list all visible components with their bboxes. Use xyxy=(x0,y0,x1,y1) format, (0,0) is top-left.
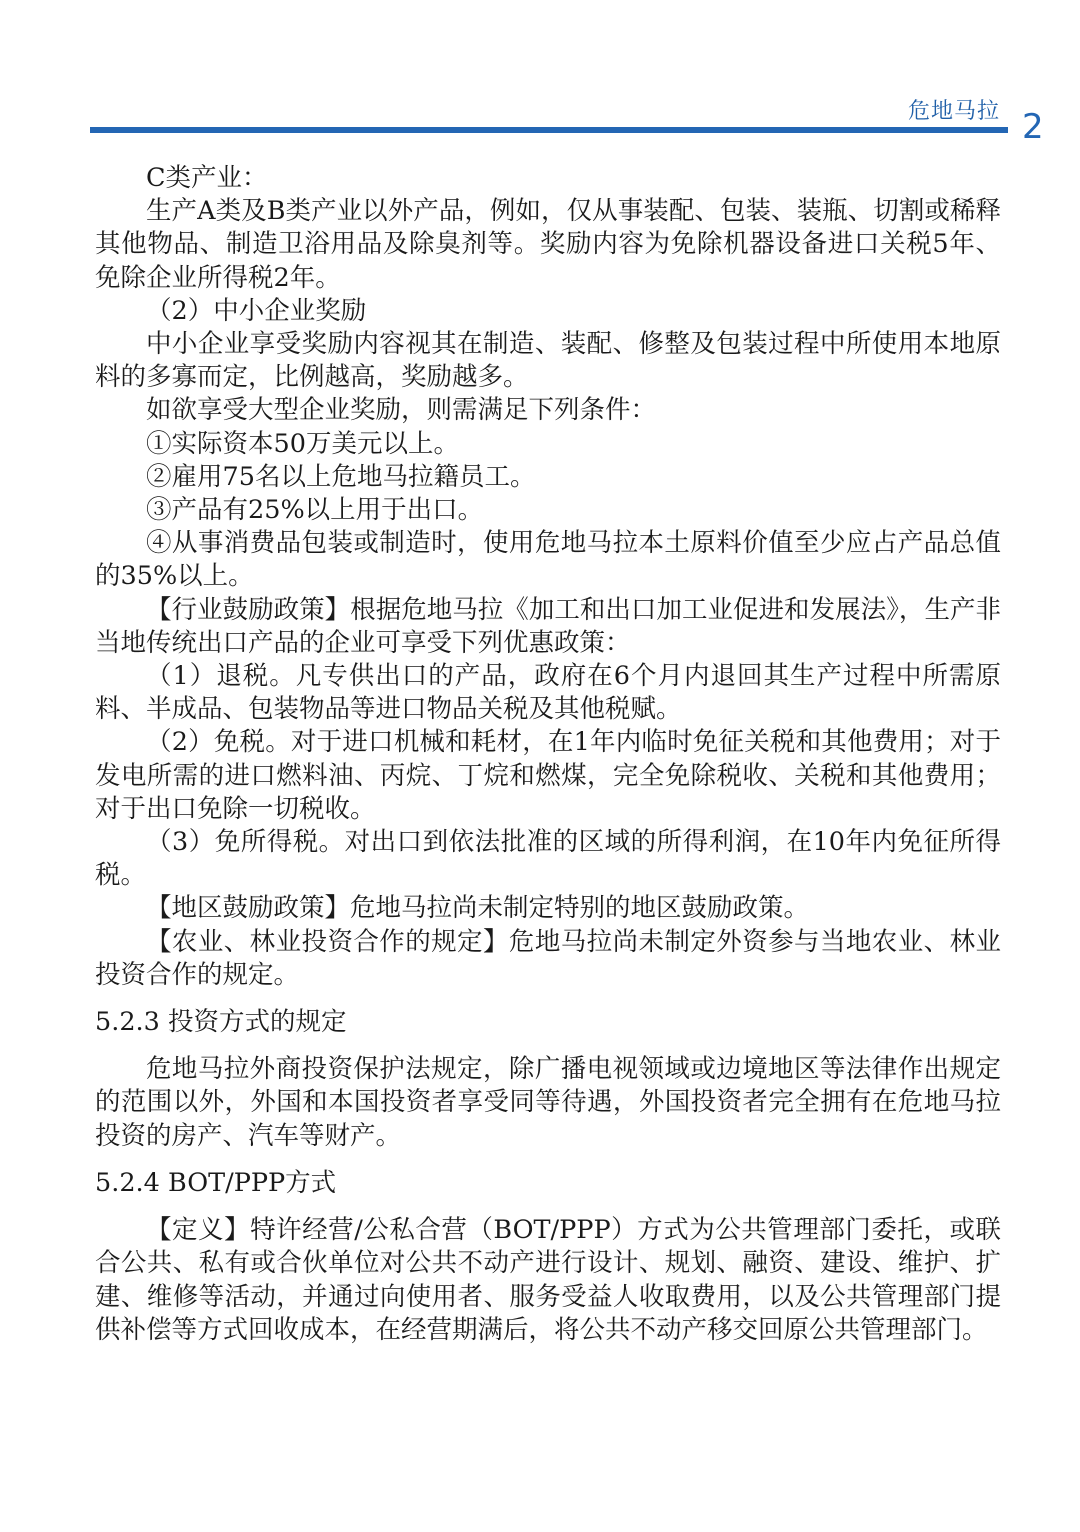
header-rule xyxy=(90,127,1008,133)
header-title: 危地马拉 xyxy=(907,99,1000,124)
paragraph: 中小企业享受奖励内容视其在制造、装配、修整及包装过程中所使用本地原料的多寡而定，比例越高，奖励越多。 xyxy=(95,329,1001,393)
paragraph: 生产A类及B类产业以外产品，例如，仅从事装配、包装、装瓶、切割或稀释其他物品、制造卫浴用品及除臭剂等。奖励内容为免除机器设备进口关税5年、免除企业所得税2年。 xyxy=(95,196,1001,293)
paragraph: （1）退税。凡专供出口的产品，政府在6个月内退回其生产过程中所需原料、半成品、包装物品等进口物品关税及其他税赋。 xyxy=(95,661,1001,725)
paragraph: 【农业、林业投资合作的规定】危地马拉尚未制定外资参与当地农业、林业投资合作的规定。 xyxy=(95,926,1001,990)
paragraph: 【地区鼓励政策】危地马拉尚未制定特别的地区鼓励政策。 xyxy=(146,893,810,924)
paragraph: （2）免税。对于进口机械和耗材，在1年内临时免征关税和其他费用；对于发电所需的进口燃料油、丙烷、丁烷和燃煤，完全免除税收、关税和其他费用；对于出口免除一切税收。 xyxy=(95,727,1001,824)
paragraph: （2）中小企业奖励 xyxy=(146,295,367,326)
paragraph: C类产业： xyxy=(146,163,268,193)
paragraph: ①实际资本50万美元以上。 xyxy=(146,428,459,459)
section-heading-5-2-3: 5.2.3 投资方式的规定 xyxy=(95,1007,347,1038)
paragraph: 【行业鼓励政策】根据危地马拉《加工和出口加工业促进和发展法》，生产非当地传统出口产品的企业可享受下列优惠政策： xyxy=(95,594,1001,658)
paragraph: 危地马拉外商投资保护法规定，除广播电视领域或边境地区等法律作出规定的范围以外，外国和本国投资者享受同等待遇，外国投资者完全拥有在危地马拉投资的房产、汽车等财产。 xyxy=(95,1054,1001,1151)
paragraph: 【定义】特许经营/公私合营（BOT/PPP）方式为公共管理部门委托，或联合公共、私有或合伙单位对公共不动产进行设计、规划、融资、建设、维护、扩建、维修等活动，并通过向使用者、服务受益人收取费用，以及公共管理部门提供补偿等方式回收成本，在经营期满后，将公共不动产移交回原公共管理部门。 xyxy=(95,1215,1001,1345)
paragraph: （3）免所得税。对出口到依法批准的区域的所得利润，在10年内免征所得税。 xyxy=(95,827,1001,891)
paragraph: ④从事消费品包装或制造时，使用危地马拉本土原料价值至少应占产品总值的35%以上。 xyxy=(95,528,1001,592)
document-body xyxy=(95,162,1001,1347)
section-heading-5-2-4: 5.2.4 BOT/PPP方式 xyxy=(95,1167,337,1198)
paragraph: ②雇用75名以上危地马拉籍员工。 xyxy=(146,461,536,492)
paragraph: ③产品有25%以上用于出口。 xyxy=(146,495,484,526)
paragraph: 如欲享受大型企业奖励，则需满足下列条件： xyxy=(146,395,657,426)
page-number: 2 xyxy=(1022,107,1044,147)
